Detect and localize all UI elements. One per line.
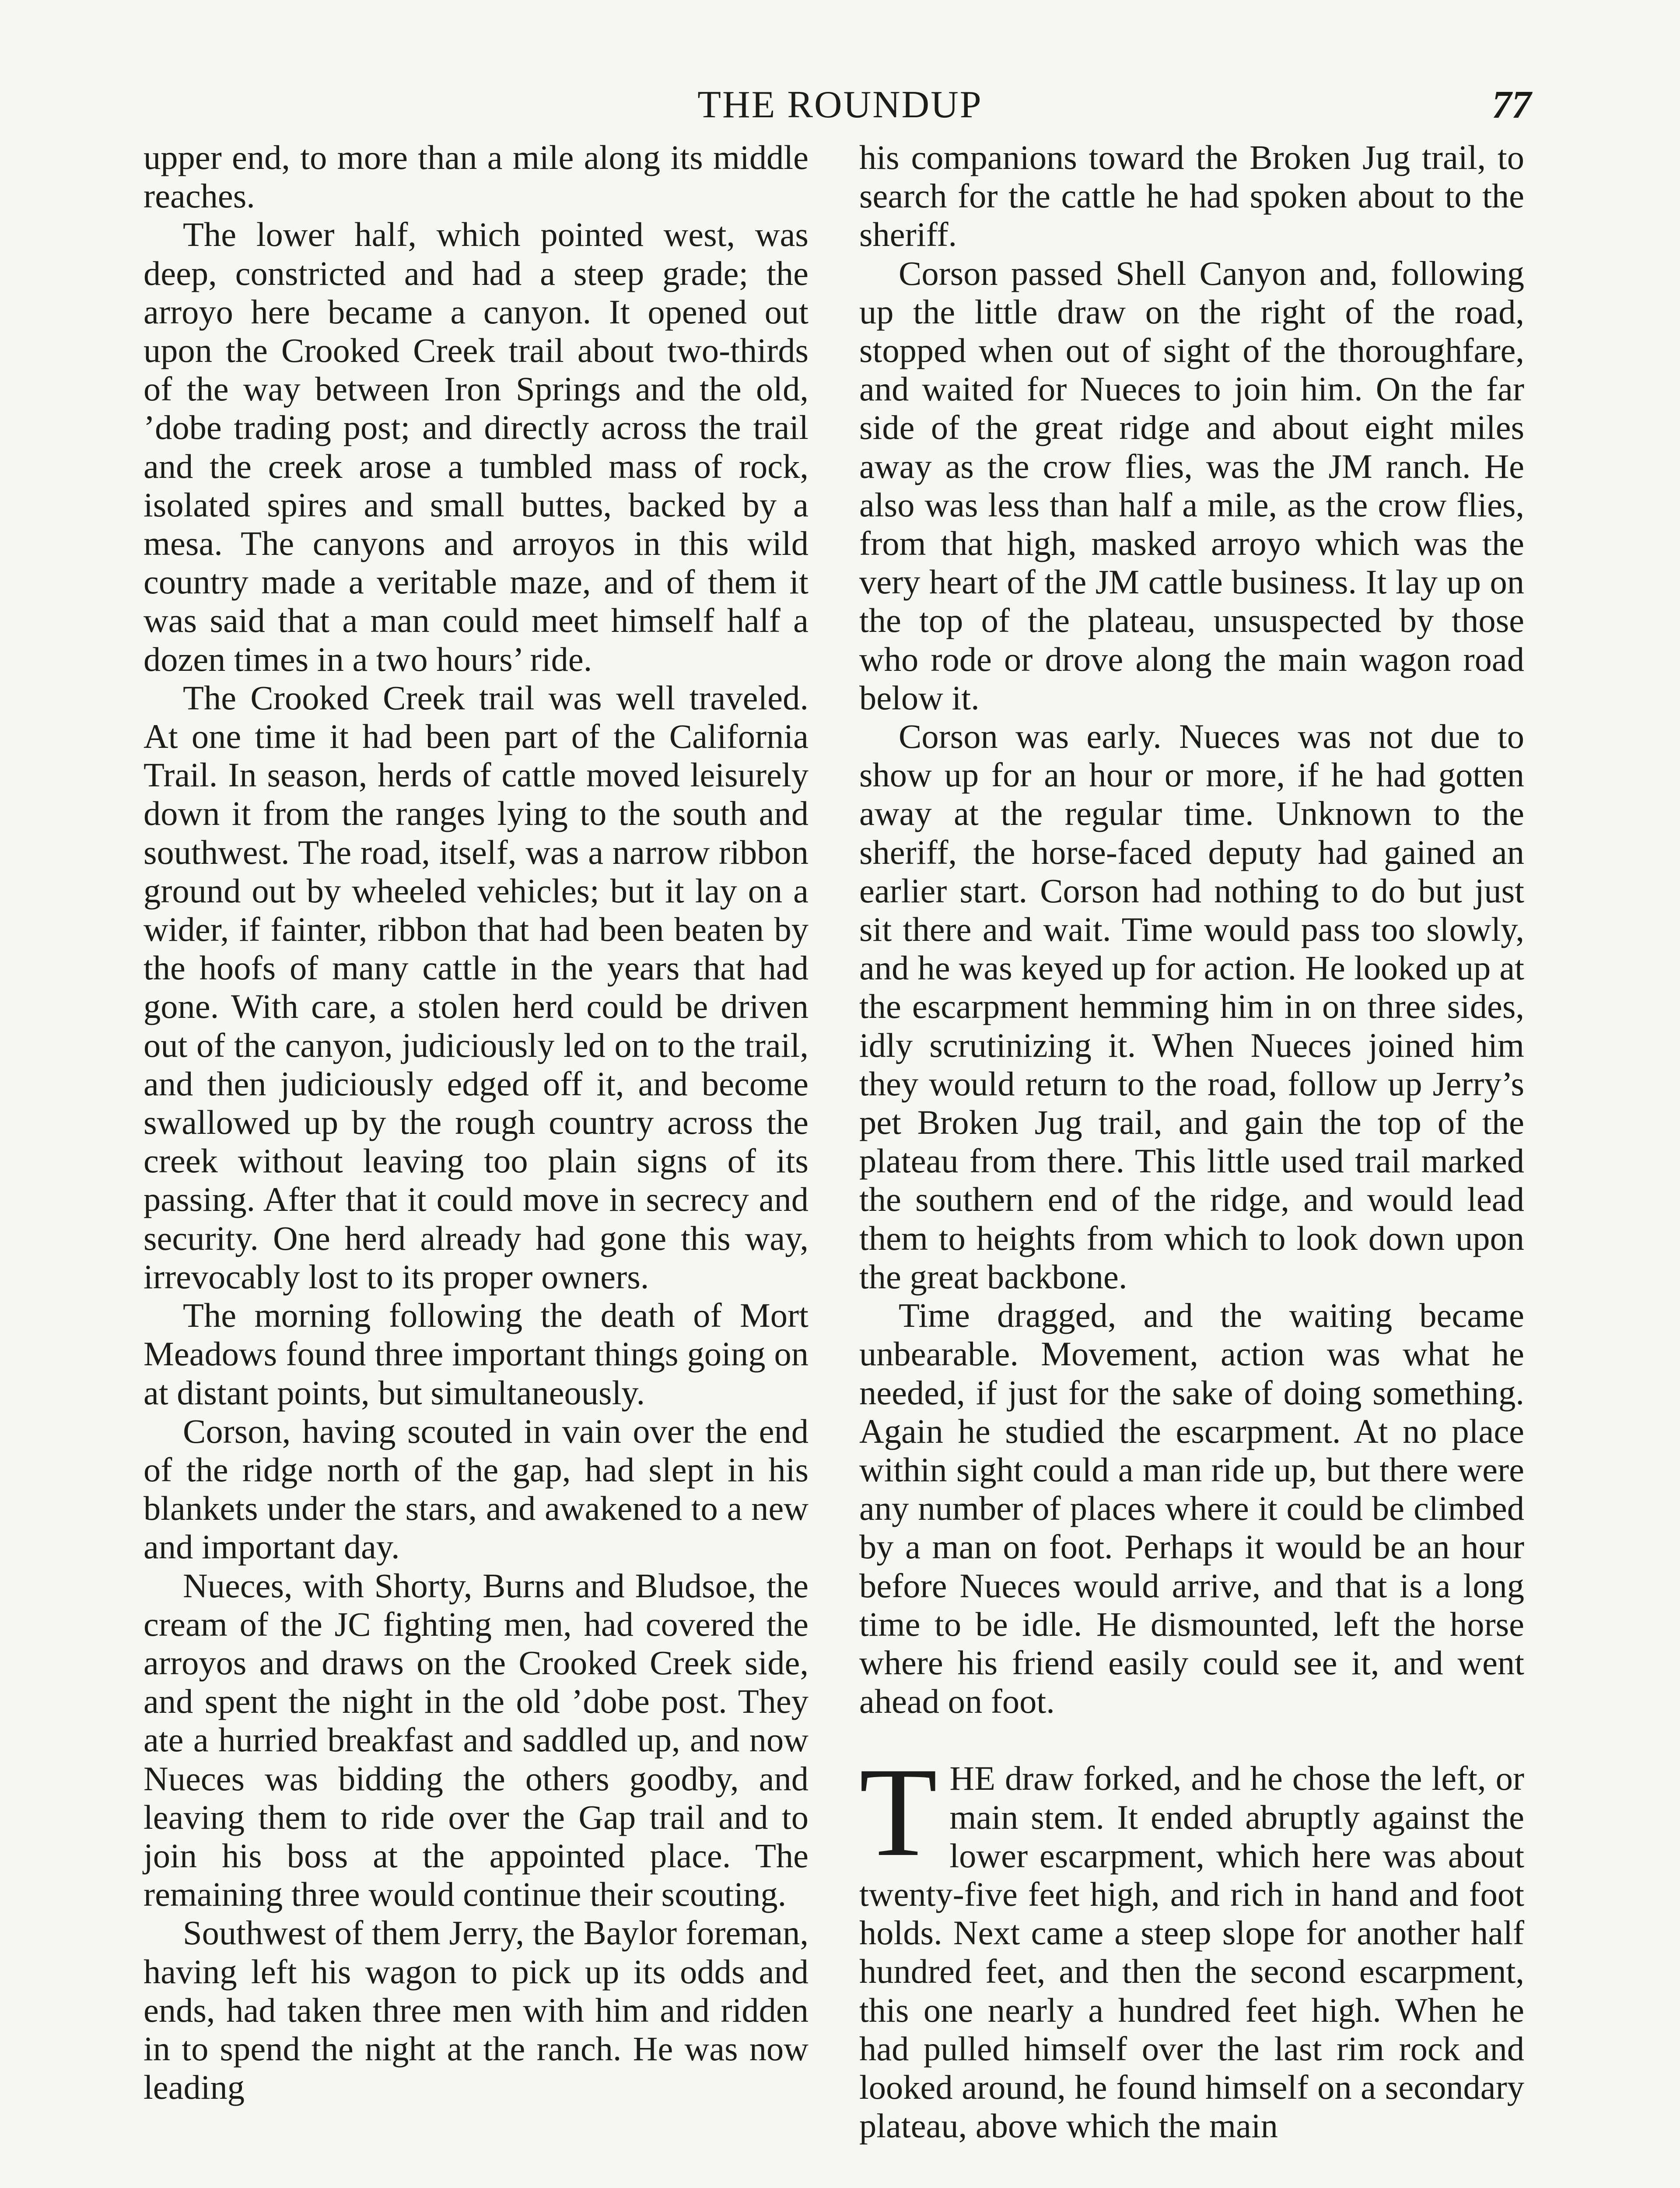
paragraph: The morning following the death of Mort Meadows found three important things going on at distant points, but simultaneously. (144, 1296, 808, 1412)
paragraph: Corson was early. Nueces was not due to show up for an hour or more, if he had gotten away at the regular time. Unknown to the sheriff, the horse-faced deputy had gained an earlier start. Corson had nothing to do but just sit there and wait. Time would pass too slowly, and he was keyed up for action. He looked up at the escarpment hemming him in on three sides, idly scrutinizing it. When Nueces joined him they would return to the road, follow up Jerry’s pet Broken Jug trail, and gain the top of the plateau from there. This little used trail marked the southern end of the ridge, and would lead them to heights from which to look down upon the great backbone. (859, 717, 1524, 1296)
paragraph: Corson passed Shell Canyon and, following up the little draw on the right of the road, stopped when out of sight of the thoroughfare, and waited for Nueces to join him. On the far side of the great ridge and about eight miles away as the crow flies, was the JM ranch. He also was less than half a mile, as the crow flies, from that high, masked arroyo which was the very heart of the JM cattle business. It lay up on the top of the plateau, unsuspected by those who rode or drove along the main wagon road below it. (859, 254, 1524, 717)
paragraph: Southwest of them Jerry, the Baylor foreman, having left his wagon to pick up its odds and ends, had taken three men with him and ridden in to spend the night at the ranch. He was now leading (144, 1914, 808, 2107)
paragraph: Time dragged, and the waiting became unbearable. Movement, action was what he needed, if just for the sake of doing something. Again he studied the escarpment. At no place within sight could a man ride up, but there were any number of places where it could be climbed by a man on foot. Perhaps it would be an hour before Nueces would arrive, and that is a long time to be idle. He dismounted, left the horse where his friend easily could see it, and went ahead on foot. (859, 1296, 1524, 1721)
paragraph: his companions toward the Broken Jug trail, to search for the cattle he had spoken about to the sheriff. (859, 138, 1524, 254)
running-title: THE ROUNDUP (697, 84, 983, 126)
paragraph: Corson, having scouted in vain over the end of the ridge north of the gap, had slept in his blankets under the stars, and awakened to a new and important day. (144, 1412, 808, 1566)
paragraph: upper end, to more than a mile along its middle reaches. (144, 138, 808, 215)
page-number: 77 (1492, 83, 1531, 126)
drop-cap: T (859, 1742, 938, 1883)
dropcap-paragraph (859, 1742, 1524, 2145)
dropcap-paragraph-text: HE draw forked, and he chose the left, or main stem. It ended abruptly against the lower escarpment, which here was about twenty-five feet high, and rich in hand and foot holds. Next came a steep slope for another half hundred feet, and then the second escarpment, this one nearly a hundred feet high. When he had pulled himself over the last rim rock and looked around, he found himself on a secondary plateau, above which the main (859, 1759, 1524, 2145)
left-text-column (144, 138, 808, 2107)
paragraph: The Crooked Creek trail was well traveled. At one time it had been part of the California Trail. In season, herds of cattle moved leisurely down it from the ranges lying to the south and southwest. The road, itself, was a narrow ribbon ground out by wheeled vehicles; but it lay on a wider, if fainter, ribbon that had been beaten by the hoofs of many cattle in the years that had gone. With care, a stolen herd could be driven out of the canyon, judiciously led on to the trail, and then judiciously edged off it, and become swallowed up by the rough country across the creek without leaving too plain signs of its passing. After that it could move in secrecy and security. One herd already had gone this way, irrevocably lost to its proper owners. (144, 678, 808, 1296)
running-head (0, 77, 1680, 130)
section-break (859, 1721, 1524, 1759)
paragraph: Nueces, with Shorty, Burns and Bludsoe, the cream of the JC fighting men, had covered the arroyos and draws on the Crooked Creek side, and spent the night in the old ’dobe post. They ate a hurried breakfast and saddled up, and now Nueces was bidding the others goodby, and leaving them to ride over the Gap trail and to join his boss at the appointed place. The remaining three would continue their scouting. (144, 1566, 808, 1914)
right-text-column (859, 138, 1524, 2145)
paragraph: The lower half, which pointed west, was deep, constricted and had a steep grade; the arroyo here became a canyon. It opened out upon the Crooked Creek trail about two-thirds of the way between Iron Springs and the old, ’dobe trading post; and directly across the trail and the creek arose a tumbled mass of rock, isolated spires and small buttes, backed by a mesa. The canyons and arroyos in this wild country made a veritable maze, and of them it was said that a man could meet himself half a dozen times in a two hours’ ride. (144, 215, 808, 678)
